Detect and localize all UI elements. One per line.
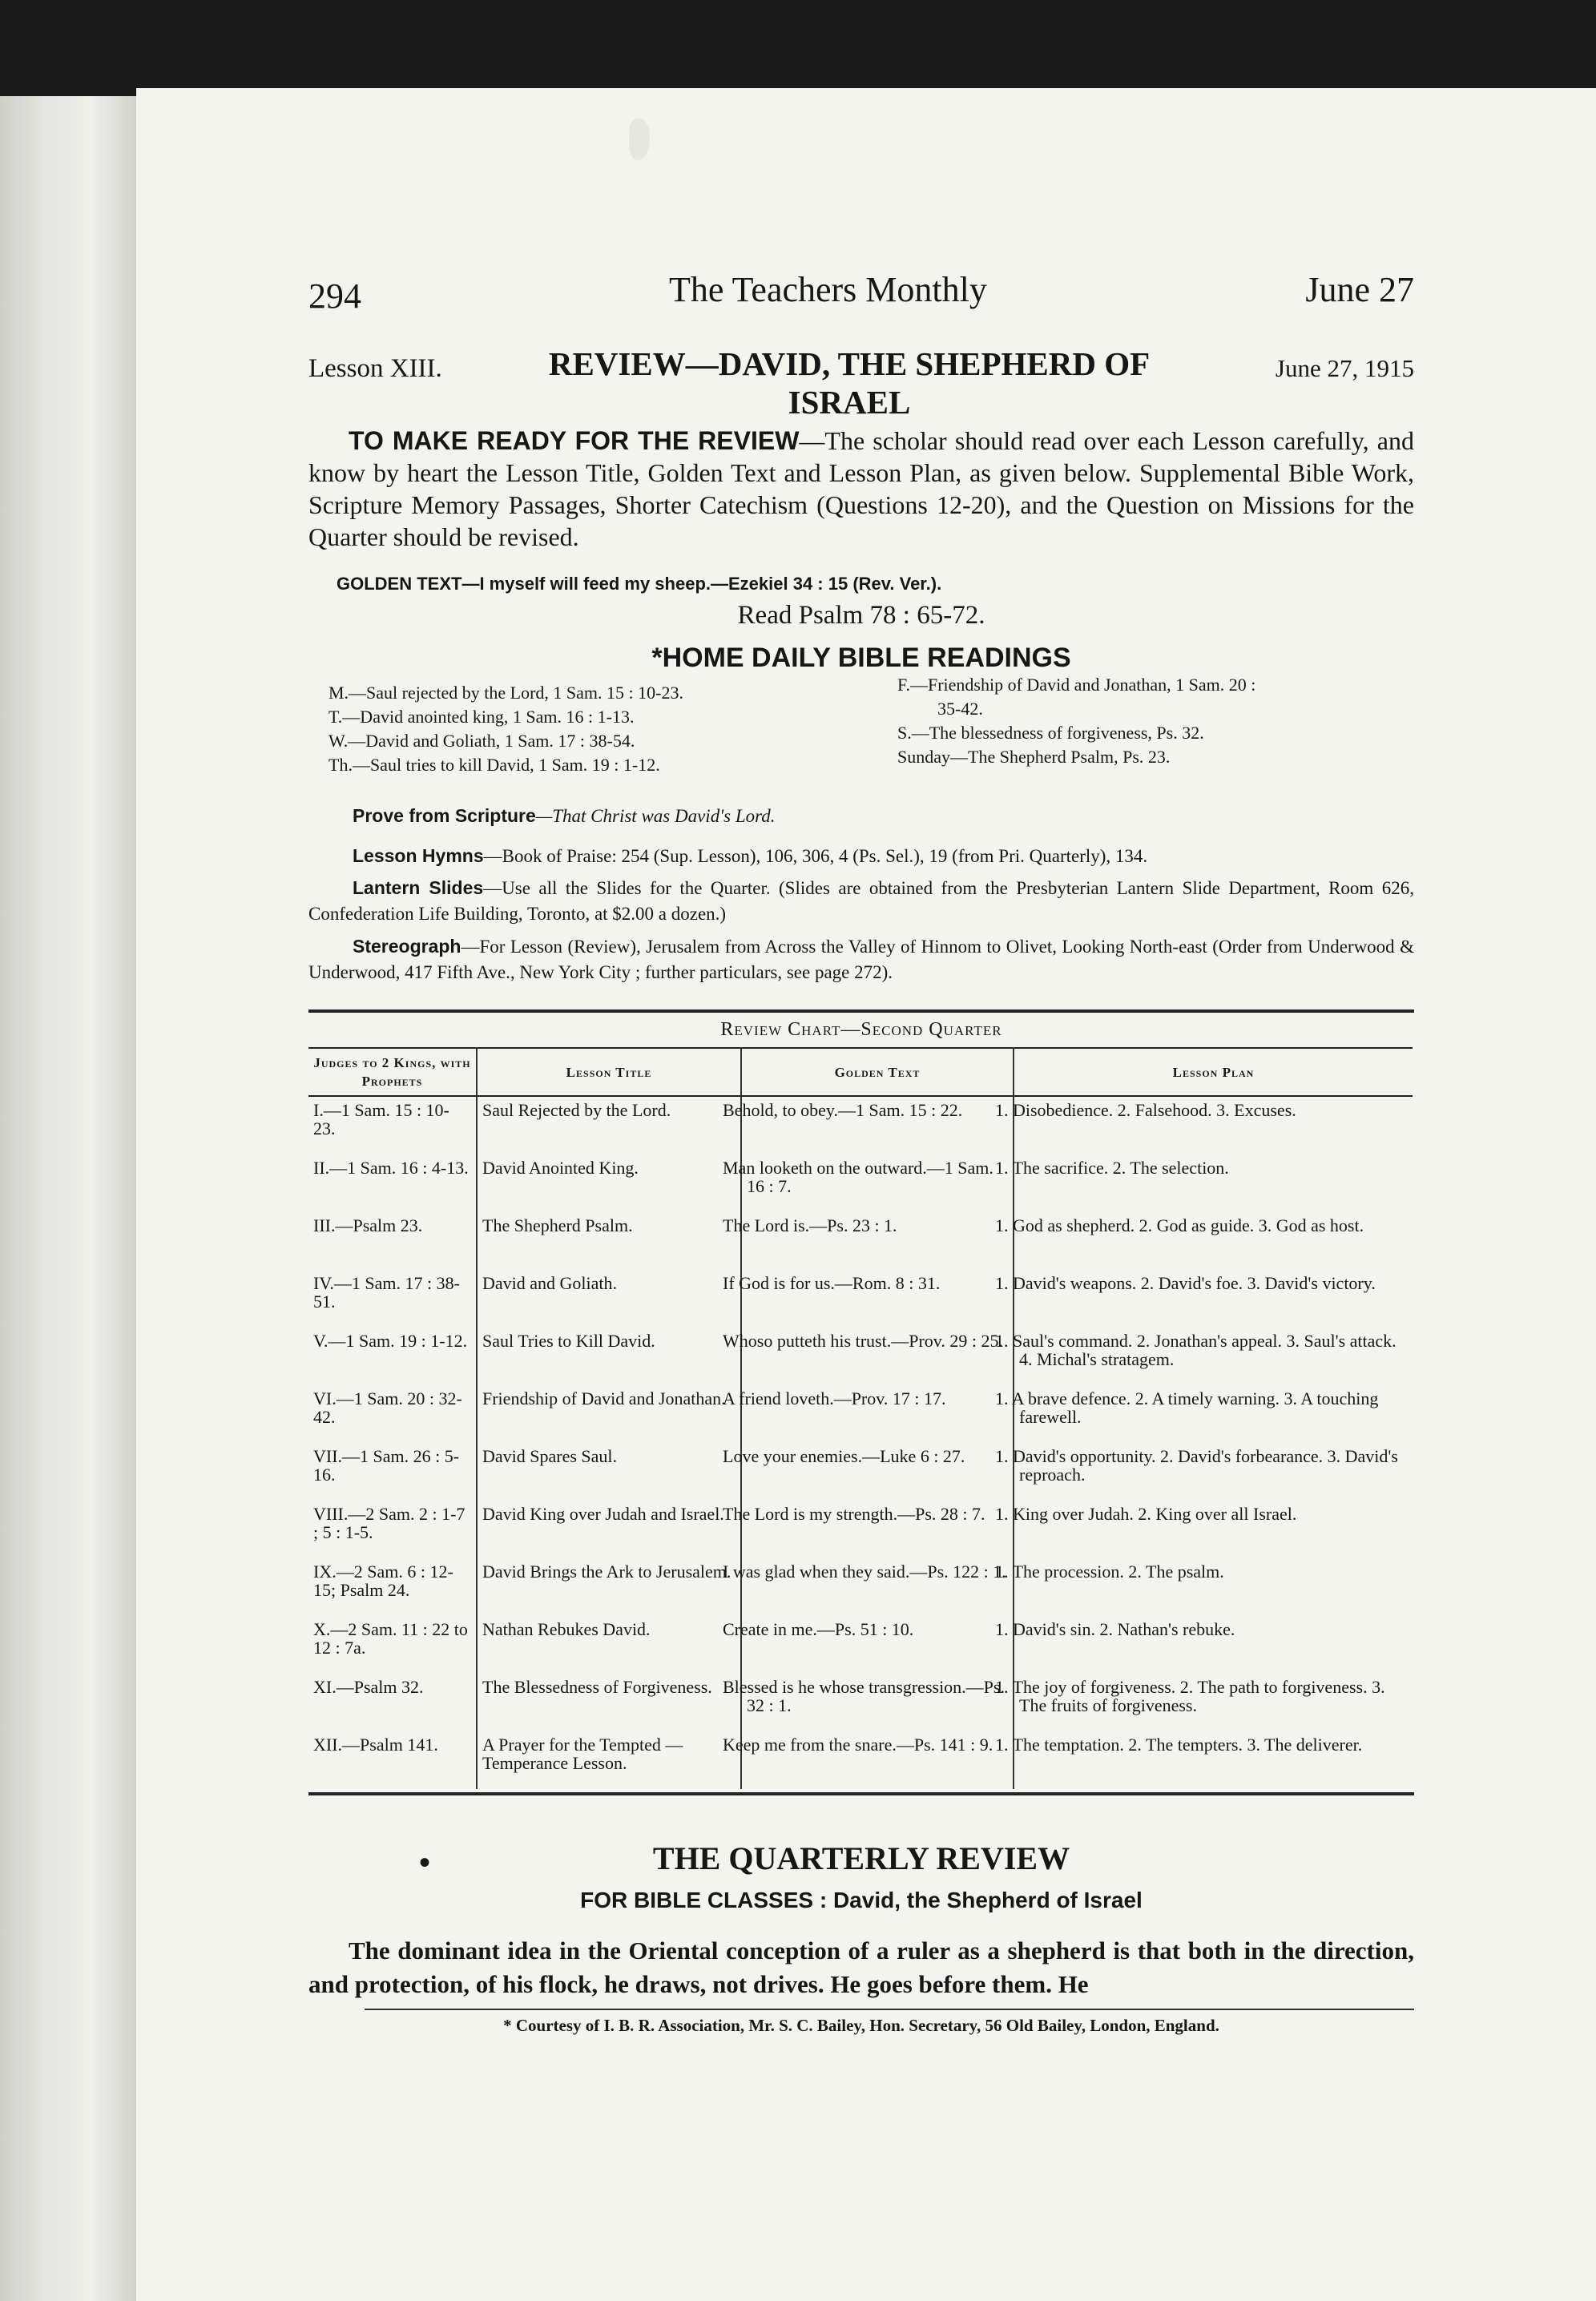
lesson-title-cell: Nathan Rebukes David. xyxy=(477,1616,741,1674)
footnote: * Courtesy of I. B. R. Association, Mr. S. C. Bailey, Hon. Secretary, 56 Old Bailey, London, England. xyxy=(503,2016,1219,2035)
table-row xyxy=(308,1328,1413,1385)
prove-from-scripture xyxy=(308,803,1414,829)
lesson-title-cell: Saul Rejected by the Lord. xyxy=(477,1096,741,1155)
lesson-hymns xyxy=(308,843,1414,869)
page-stack-edge xyxy=(0,96,152,2301)
lesson-plan-cell: 1. The sacrifice. 2. The selection. xyxy=(1014,1155,1413,1212)
lesson-plan-cell: 1. A brave defence. 2. A timely warning. 3. A touching farewell. xyxy=(1014,1385,1413,1443)
table-row xyxy=(308,1558,1413,1616)
golden-text-cell: Whoso putteth his trust.—Prov. 29 : 25. xyxy=(741,1328,1014,1385)
lesson-title-line2: ISRAEL xyxy=(788,384,911,421)
table-row xyxy=(308,1270,1413,1328)
daily-readings-left xyxy=(328,681,881,777)
read-passage: Read Psalm 78 : 65-72. xyxy=(737,601,985,630)
golden-text-cell: If God is for us.—Rom. 8 : 31. xyxy=(741,1270,1014,1328)
table-row xyxy=(308,1096,1413,1155)
quarterly-review-title: THE QUARTERLY REVIEW xyxy=(652,1840,1070,1876)
lesson-heading xyxy=(308,345,1414,433)
slides-text: —Use all the Slides for the Quarter. (Slides are obtained from the Presbyterian Lantern Slide Department, Room 626, Confederation Life Building, Toronto, at $2.00 a dozen.) xyxy=(308,878,1415,924)
scripture-cell: V.—1 Sam. 19 : 1-12. xyxy=(313,1331,468,1351)
reading-friday-cont: 35-42. xyxy=(937,699,983,719)
review-chart xyxy=(308,1009,1414,1795)
scripture-cell: I.—1 Sam. 15 : 10-23. xyxy=(313,1100,449,1138)
lesson-plan-cell: 1. The joy of forgiveness. 2. The path to forgiveness. 3. The fruits of forgiveness. xyxy=(1014,1674,1413,1731)
lesson-title-cell: Saul Tries to Kill David. xyxy=(477,1328,741,1385)
lesson-plan-cell: 1. The procession. 2. The psalm. xyxy=(1014,1558,1413,1616)
table-row xyxy=(308,1212,1413,1270)
lesson-title-cell: David Anointed King. xyxy=(477,1155,741,1212)
golden-text-cell: Create in me.—Ps. 51 : 10. xyxy=(741,1616,1014,1674)
lesson-title-cell: David Brings the Ark to Jerusalem. xyxy=(477,1558,741,1616)
table-row xyxy=(308,1731,1413,1789)
lesson-title-cell: Friendship of David and Jonathan. xyxy=(477,1385,741,1443)
scripture-cell: XII.—Psalm 141. xyxy=(313,1735,438,1755)
scripture-cell: VI.—1 Sam. 20 : 32-42. xyxy=(313,1388,462,1427)
scripture-cell: II.—1 Sam. 16 : 4-13. xyxy=(313,1158,469,1178)
stereograph xyxy=(308,933,1414,985)
lesson-plan-cell: 1. David's opportunity. 2. David's forbearance. 3. David's reproach. xyxy=(1014,1443,1413,1501)
reading-friday: F.—Friendship of David and Jonathan, 1 Sam. 20 : xyxy=(897,675,1256,695)
lesson-plan-cell: 1. The temptation. 2. The tempters. 3. The deliverer. xyxy=(1014,1731,1413,1789)
reading-wednesday: W.—David and Goliath, 1 Sam. 17 : 38-54. xyxy=(328,731,635,751)
intro-paragraph xyxy=(308,425,1414,553)
lesson-plan-cell: 1. David's weapons. 2. David's foe. 3. David's victory. xyxy=(1014,1270,1413,1328)
header-golden-text: Golden Text xyxy=(741,1048,1014,1096)
stereograph-text: —For Lesson (Review), Jerusalem from Across the Valley of Hinnom to Olivet, Looking North-east (Order from Underwood & Underwood, 417 Fifth Ave., New York City ; further particulars, see page 272). xyxy=(308,937,1414,982)
daily-readings-right xyxy=(897,673,1418,769)
golden-text-cell: Keep me from the snare.—Ps. 141 : 9. xyxy=(741,1731,1014,1789)
hymns-text: —Book of Praise: 254 (Sup. Lesson), 106, 306, 4 (Ps. Sel.), 19 (from Pri. Quarterly), 134. xyxy=(483,846,1148,866)
journal-title: The Teachers Monthly xyxy=(669,270,987,309)
lesson-plan-cell: 1. Disobedience. 2. Falsehood. 3. Excuses. xyxy=(1014,1096,1413,1155)
golden-text-cell: A friend loveth.—Prov. 17 : 17. xyxy=(741,1385,1014,1443)
intro-lead: TO MAKE READY FOR THE REVIEW xyxy=(349,426,800,455)
lesson-number: Lesson XIII. xyxy=(308,354,442,383)
stereograph-label: Stereograph xyxy=(353,936,461,957)
section-bullet: • xyxy=(419,1844,431,1880)
reading-sunday: Sunday—The Shepherd Psalm, Ps. 23. xyxy=(897,747,1171,767)
intro-body: —The scholar should read over each Lesson carefully, and know by heart the Lesson Title, Golden Text and Lesson Plan, as given below. Supplemental Bible Work, Scripture Memory Passages, Shorter Catechism (Questions 12-20), and the Question on Missions for the Quarter should be revised. xyxy=(308,426,1415,551)
daily-readings-heading: *HOME DAILY BIBLE READINGS xyxy=(651,643,1071,673)
lantern-slides xyxy=(308,875,1414,927)
scripture-cell: VIII.—2 Sam. 2 : 1-7 ; 5 : 1-5. xyxy=(313,1504,466,1542)
scripture-cell: IV.—1 Sam. 17 : 38-51. xyxy=(313,1273,460,1312)
lesson-plan-cell: 1. Saul's command. 2. Jonathan's appeal. 3. Saul's attack. 4. Michal's stratagem. xyxy=(1014,1328,1413,1385)
table-row xyxy=(308,1155,1413,1212)
lesson-title-cell: David King over Judah and Israel. xyxy=(477,1501,741,1558)
prove-text: —That Christ was David's Lord. xyxy=(535,806,776,826)
scripture-cell: XI.—Psalm 32. xyxy=(313,1677,424,1697)
review-chart-table xyxy=(308,1047,1413,1789)
page-number: 294 xyxy=(308,276,361,316)
lesson-plan-cell: 1. God as shepherd. 2. God as guide. 3. God as host. xyxy=(1014,1212,1413,1270)
lesson-title-cell: The Shepherd Psalm. xyxy=(477,1212,741,1270)
reading-monday: M.—Saul rejected by the Lord, 1 Sam. 15 : 10-23. xyxy=(328,683,683,703)
golden-text: GOLDEN TEXT—I myself will feed my sheep.—Ezekiel 34 : 15 (Rev. Ver.). xyxy=(337,574,942,594)
scripture-cell: X.—2 Sam. 11 : 22 to 12 : 7a. xyxy=(313,1619,468,1658)
hymns-label: Lesson Hymns xyxy=(353,845,484,866)
quarterly-review-body: The dominant idea in the Oriental conception of a ruler as a shepherd is that both in the direction, and protection, of his flock, he draws, not drives. He goes before them. He xyxy=(308,1936,1414,1998)
lesson-title-cell: David Spares Saul. xyxy=(477,1443,741,1501)
golden-text-cell: I was glad when they said.—Ps. 122 : 1. xyxy=(741,1558,1014,1616)
running-head-date: June 27 xyxy=(1305,270,1414,309)
lesson-title xyxy=(537,345,1162,421)
reading-thursday: Th.—Saul tries to kill David, 1 Sam. 19 : 1-12. xyxy=(328,755,660,775)
lesson-title-cell: The Blessedness of Forgiveness. xyxy=(477,1674,741,1731)
running-head xyxy=(308,264,1414,320)
chart-caption: Review Chart—Second Quarter xyxy=(720,1019,1002,1040)
reading-saturday: S.—The blessedness of forgiveness, Ps. 32. xyxy=(897,723,1204,743)
lesson-title-cell: A Prayer for the Tempted —Temperance Lesson. xyxy=(477,1731,741,1789)
golden-text-cell: Behold, to obey.—1 Sam. 15 : 22. xyxy=(741,1096,1014,1155)
table-row xyxy=(308,1443,1413,1501)
header-scripture: Judges to 2 Kings, with Prophets xyxy=(308,1048,477,1096)
chart-bottom-rule xyxy=(308,1792,1414,1795)
header-lesson-title: Lesson Title xyxy=(477,1048,741,1096)
table-row xyxy=(308,1385,1413,1443)
reading-tuesday: T.—David anointed king, 1 Sam. 16 : 1-13. xyxy=(328,707,635,727)
prove-label: Prove from Scripture xyxy=(353,805,536,826)
lesson-plan-cell: 1. King over Judah. 2. King over all Israel. xyxy=(1014,1501,1413,1558)
lesson-title-cell: David and Goliath. xyxy=(477,1270,741,1328)
header-lesson-plan: Lesson Plan xyxy=(1014,1048,1413,1096)
golden-text-cell: The Lord is.—Ps. 23 : 1. xyxy=(741,1212,1014,1270)
lesson-date: June 27, 1915 xyxy=(1275,354,1414,382)
golden-text-cell: Love your enemies.—Luke 6 : 27. xyxy=(741,1443,1014,1501)
scripture-cell: VII.—1 Sam. 26 : 5-16. xyxy=(313,1446,460,1485)
table-row xyxy=(308,1674,1413,1731)
slides-label: Lantern Slides xyxy=(353,877,484,898)
lesson-plan-cell: 1. David's sin. 2. Nathan's rebuke. xyxy=(1014,1616,1413,1674)
lesson-title-line1: REVIEW—DAVID, THE SHEPHERD OF xyxy=(548,345,1151,382)
scripture-cell: III.—Psalm 23. xyxy=(313,1215,423,1235)
table-row xyxy=(308,1501,1413,1558)
golden-text-cell: Man looketh on the outward.—1 Sam. 16 : 7. xyxy=(741,1155,1014,1212)
chart-body xyxy=(308,1096,1413,1789)
footnote-rule xyxy=(365,2009,1414,2010)
scripture-cell: IX.—2 Sam. 6 : 12-15; Psalm 24. xyxy=(313,1562,453,1600)
chart-header-row xyxy=(308,1048,1413,1096)
paper-blemish xyxy=(629,119,650,160)
golden-text-cell: The Lord is my strength.—Ps. 28 : 7. xyxy=(741,1501,1014,1558)
golden-text-cell: Blessed is he whose transgression.—Ps. 32 : 1. xyxy=(741,1674,1014,1731)
quarterly-review-subtitle: FOR BIBLE CLASSES : David, the Shepherd of Israel xyxy=(580,1888,1143,1912)
table-row xyxy=(308,1616,1413,1674)
